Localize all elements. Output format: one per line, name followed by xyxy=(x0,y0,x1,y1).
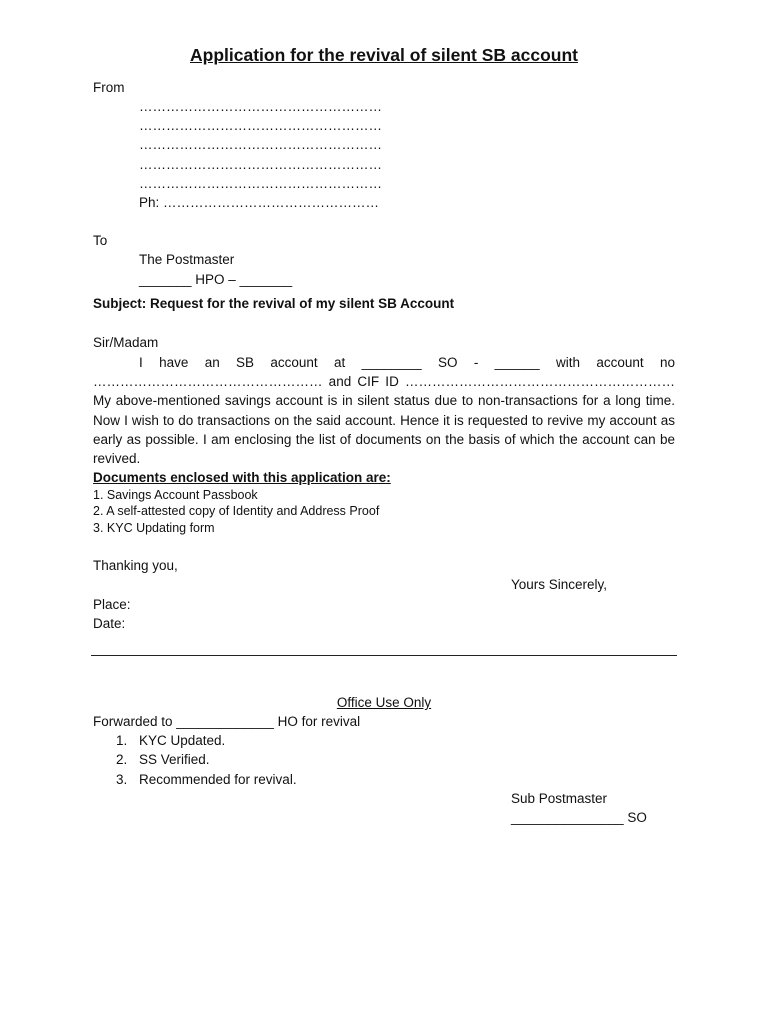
from-address-line: ……………………………………………… xyxy=(139,118,382,133)
documents-heading: Documents enclosed with this application are: xyxy=(93,470,391,485)
document-item: 1. Savings Account Passbook xyxy=(93,488,258,502)
closing-thanks: Thanking you, xyxy=(93,558,178,573)
to-office-line: _______ HPO – _______ xyxy=(139,272,293,287)
to-label: To xyxy=(93,233,108,248)
closing-yours-sincerely: Yours Sincerely, xyxy=(511,577,608,592)
office-item-number: 2. xyxy=(116,752,128,767)
office-item-number: 1. xyxy=(116,733,128,748)
office-item-text: KYC Updated. xyxy=(139,733,226,748)
document-item: 3. KYC Updating form xyxy=(93,521,215,535)
subject-line: Subject: Request for the revival of my silent SB Account xyxy=(93,296,455,311)
date-label: Date: xyxy=(93,616,126,631)
body-first-line: I have an SB account at ________ SO - ______ with account no xyxy=(139,355,675,370)
from-address-line: ……………………………………………… xyxy=(139,176,382,191)
body-rest: …………………………………………… and CIF ID …………………………………………………… My above-mentioned savings account is in silent status due to non-transactions for a long time. Now I wish to do transactions on the said account. Hence it is requested to revive my account as early as possible. I am enclosing the list of documents on the basis of which the account can be revived. xyxy=(93,374,675,467)
document-item: 2. A self-attested copy of Identity and Address Proof xyxy=(93,504,380,518)
from-address-line: ……………………………………………… xyxy=(139,157,382,172)
sub-postmaster-title: Sub Postmaster xyxy=(511,791,608,806)
office-item-number: 3. xyxy=(116,772,128,787)
section-divider xyxy=(91,655,677,656)
office-item-text: Recommended for revival. xyxy=(139,772,297,787)
to-recipient: The Postmaster xyxy=(139,252,235,267)
office-use-heading: Office Use Only xyxy=(336,695,432,710)
body-paragraph xyxy=(93,353,675,468)
document-title: Application for the revival of silent SB account xyxy=(190,45,578,65)
place-label: Place: xyxy=(93,597,131,612)
office-item-text: SS Verified. xyxy=(139,752,210,767)
salutation: Sir/Madam xyxy=(93,335,159,350)
from-address-line: ……………………………………………… xyxy=(139,137,382,152)
from-phone-line: Ph: ………………………………………… xyxy=(139,195,380,210)
forwarded-line: Forwarded to _____________ HO for revival xyxy=(93,714,361,729)
sub-postmaster-signature-line: _______________ SO xyxy=(511,810,647,825)
from-label: From xyxy=(93,80,125,95)
from-address-line: ……………………………………………… xyxy=(139,99,382,114)
